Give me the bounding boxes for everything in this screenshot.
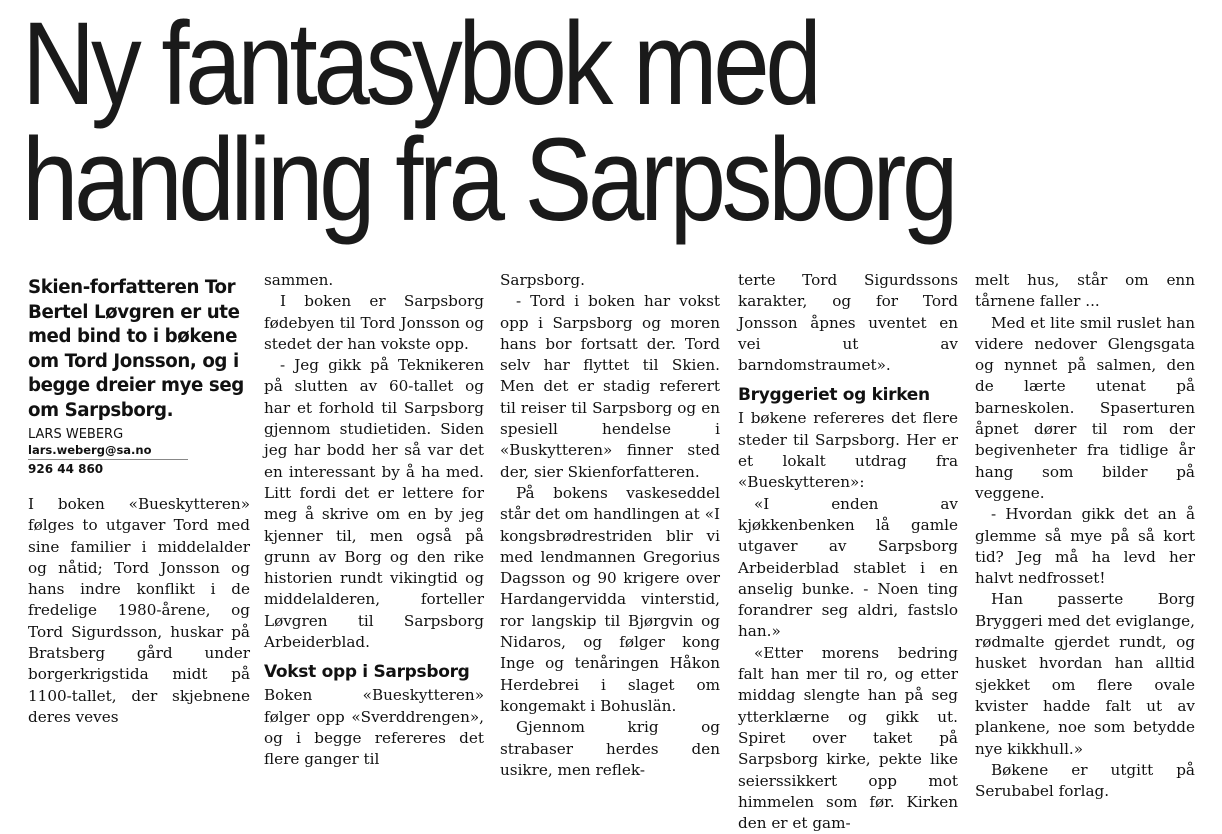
column-4 (738, 270, 958, 834)
headline-line-1: Ny fantasybok med (22, 0, 818, 130)
subheading: Bryggeriet og kirken (738, 385, 930, 406)
body-paragraph: - Hvordan gikk det an å glemme så mye på så kort tid? Jeg må ha levd her halvt nedfrosset! (975, 505, 1195, 588)
body-paragraph: - Tord i boken har vokst opp i Sarpsborg og moren hans bor fortsatt der. Tord selv har flyttet til Skien. Men det er stadig referert til reiser til Sarpsborg og en spesiell hendelse i «Buskytteren» finner sted der, sier Skienforfatteren. (500, 292, 720, 481)
lead-paragraph: Skien-forfatteren Tor Bertel Løvgren er ute med bind to i bøkene om Tord Jonsson, og i begge dreier mye seg om Sarpsborg. (28, 277, 244, 421)
body-paragraph: Boken «Bueskytteren» følger opp «Sverddrengen», og i begge refereres det flere ganger til (264, 686, 484, 769)
body-paragraph: Sarpsborg. (500, 271, 585, 289)
body-paragraph: melt hus, står om enn tårnene faller ... (975, 271, 1195, 311)
body-paragraph: Han passerte Borg Bryggeri med det eviglange, rødmalte gjerdet rundt, og husket hvordan han alltid sjekket om flere ovale kvister hadde falt ut av plankene, noe som betydde nye kikkhull.» (975, 590, 1195, 758)
byline-name: LARS WEBERG (28, 427, 124, 442)
body-paragraph: Gjennom krig og strabaser herdes den usikre, men reflek- (500, 718, 720, 779)
body-paragraph: I boken er Sarpsborg fødebyen til Tord Jonsson og stedet der han vokste opp. (264, 292, 484, 353)
subheading: Vokst opp i Sarpsborg (264, 662, 470, 683)
byline-phone: 926 44 860 (28, 462, 104, 476)
body-paragraph: «Etter morens bedring falt han mer til ro, og etter middag slengte han på seg ytterklærne og gikk ut. Spiret over taket på Sarpsborg kirke, pekte like seierssikkert opp mot himmelen som før. Kirken den er et gam- (738, 643, 958, 833)
body-paragraph: Med et lite smil ruslet han videre nedover Glengsgata og nynnet på salmen, den de lærte utenat på barneskolen. Spaserturen åpnet dører til rom der begivenheter fra tidlige år hang som bilder på veggene. (975, 313, 1195, 502)
body-paragraph: terte Tord Sigurdssons karakter, og for Tord Jonsson åpnes uventet en vei ut av barndomstraumet». (738, 271, 958, 375)
byline-email[interactable]: lars.weberg@sa.no (28, 443, 188, 460)
article-headline (22, 0, 1045, 246)
headline-line-2: handling fra Sarpsborg (22, 114, 955, 246)
body-paragraph: «I enden av kjøkkenbenken lå gamle utgaver av Sarpsborg Arbeiderblad stablet i en anselig bunke. - Noen ting forandrer seg aldri, fastslo han.» (738, 494, 958, 641)
body-paragraph: I bøkene refereres det flere steder til Sarpsborg. Her er et lokalt utdrag fra «Bueskytteren»: (738, 409, 958, 492)
column-5 (975, 270, 1195, 802)
column-3 (500, 270, 720, 781)
body-paragraph: I boken «Bueskytteren» følges to utgaver Tord med sine familier i middelalder og nåtid; Tord Jonsson og hans indre konflikt i de fredelige 1980-årene, og Tord Sigurdsson, huskar på Bratsberg gård under borgerkrigstida midt på 1100-tallet, der skjebnene deres veves (28, 495, 250, 726)
body-paragraph: - Jeg gikk på Teknikeren på slutten av 60-tallet og har et forhold til Sarpsborg gjennom studietiden. Siden jeg har bodd her så var det en interessant by å ha med. Litt fordi det er lettere for meg å skrive om en by jeg kjenner til, men også på grunn av Borg og den rike historien rundt vikingtid og middelalderen, forteller Løvgren til Sarpsborg Arbeiderblad. (264, 356, 484, 652)
body-paragraph: Bøkene er utgitt på Serubabel forlag. (975, 760, 1195, 801)
column-1 (28, 270, 250, 728)
body-paragraph: sammen. (264, 271, 334, 289)
body-paragraph: På bokens vaskeseddel står det om handlingen at «I kongsbrødrestriden blir vi med lendmannen Gregorius Dagsson og 90 krigere over Hardangervidda vinterstid, ror langskip til Bjørgvin og Nidaros, og følger kong Inge og tenåringen Håkon Herdebrei i slaget om kongemakt i Bohuslän. (500, 483, 720, 715)
column-2 (264, 270, 484, 771)
